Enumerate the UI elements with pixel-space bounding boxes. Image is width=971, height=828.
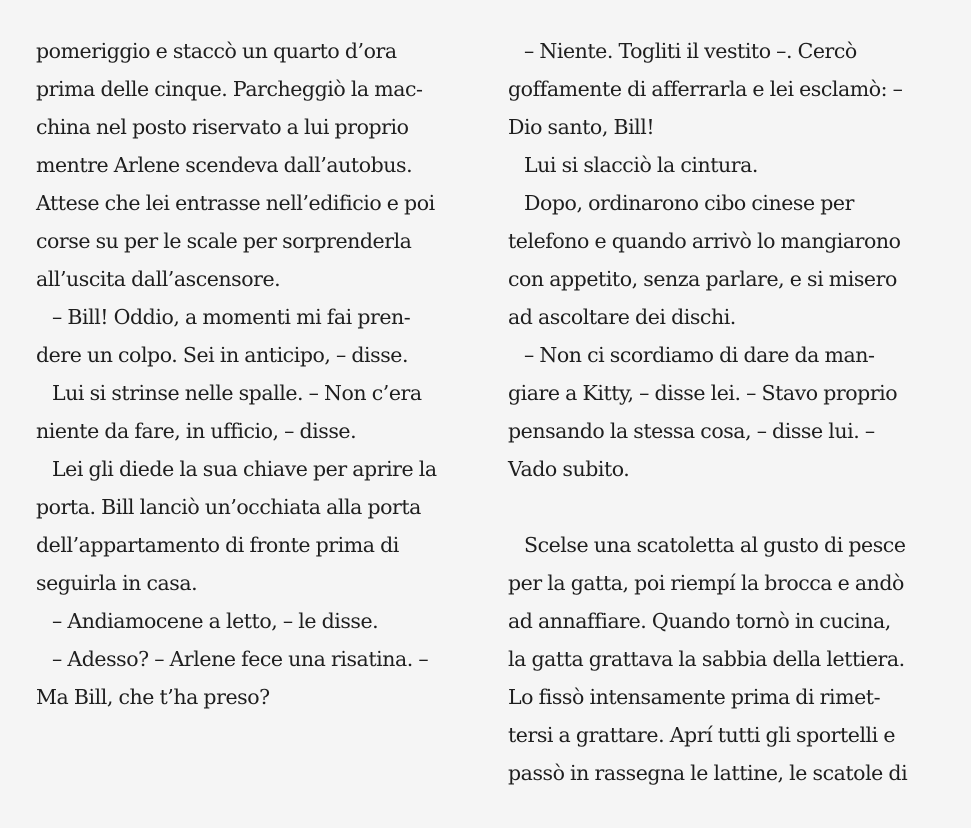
text-line: Dopo, ordinarono cibo cinese per — [524, 191, 854, 215]
text-line: passò in rassegna le lattine, le scatole di — [508, 761, 908, 785]
text-line: goffamente di afferrarla e lei esclamò: – — [508, 77, 903, 101]
text-line: Vado subito. — [508, 457, 630, 481]
text-line: ad annaffiare. Quando tornò in cucina, — [508, 609, 891, 633]
text-line: – Adesso? – Arlene fece una risatina. – — [52, 647, 429, 671]
text-line: china nel posto riservato a lui proprio — [36, 115, 409, 139]
text-line: Attese che lei entrasse nell’edificio e poi — [36, 191, 435, 215]
paragraph-break — [508, 488, 948, 526]
left-text-column — [36, 32, 476, 716]
text-line: dell’appartamento di fronte prima di — [36, 533, 399, 557]
text-line: prima delle cinque. Parcheggiò la mac- — [36, 77, 423, 101]
text-line: pomeriggio e staccò un quarto d’ora — [36, 39, 397, 63]
text-line: – Non ci scordiamo di dare da man- — [524, 343, 875, 367]
text-line: corse su per le scale per sorprenderla — [36, 229, 412, 253]
text-line: – Bill! Oddio, a momenti mi fai pren- — [52, 305, 411, 329]
text-line: tersi a grattare. Aprí tutti gli sportelli e — [508, 723, 896, 747]
text-line: la gatta grattava la sabbia della lettiera. — [508, 647, 905, 671]
text-line: dere un colpo. Sei in anticipo, – disse. — [36, 343, 409, 367]
text-line: Lui si slacciò la cintura. — [524, 153, 758, 177]
text-line: Lei gli diede la sua chiave per aprire la — [52, 457, 437, 481]
text-line: Ma Bill, che t’ha preso? — [36, 685, 270, 709]
text-line: – Andiamocene a letto, – le disse. — [52, 609, 379, 633]
text-line: all’uscita dall’ascensore. — [36, 267, 281, 291]
text-line: niente da fare, in ufficio, – disse. — [36, 419, 357, 443]
text-line: porta. Bill lanciò un’occhiata alla porta — [36, 495, 421, 519]
text-line: Scelse una scatoletta al gusto di pesce — [524, 533, 906, 557]
text-line: per la gatta, poi riempí la brocca e andò — [508, 571, 904, 595]
text-line: con appetito, senza parlare, e si misero — [508, 267, 897, 291]
text-line: ad ascoltare dei dischi. — [508, 305, 736, 329]
right-text-column — [508, 32, 948, 792]
text-line: mentre Arlene scendeva dall’autobus. — [36, 153, 413, 177]
text-line: pensando la stessa cosa, – disse lui. – — [508, 419, 875, 443]
text-line: giare a Kitty, – disse lei. – Stavo proprio — [508, 381, 898, 405]
text-line: Lo fissò intensamente prima di rimet- — [508, 685, 881, 709]
text-line: telefono e quando arrivò lo mangiarono — [508, 229, 901, 253]
text-line: Lui si strinse nelle spalle. – Non c’era — [52, 381, 422, 405]
text-line: – Niente. Togliti il vestito –. Cercò — [524, 39, 857, 63]
text-line: Dio santo, Bill! — [508, 115, 655, 139]
text-line: seguirla in casa. — [36, 571, 198, 595]
